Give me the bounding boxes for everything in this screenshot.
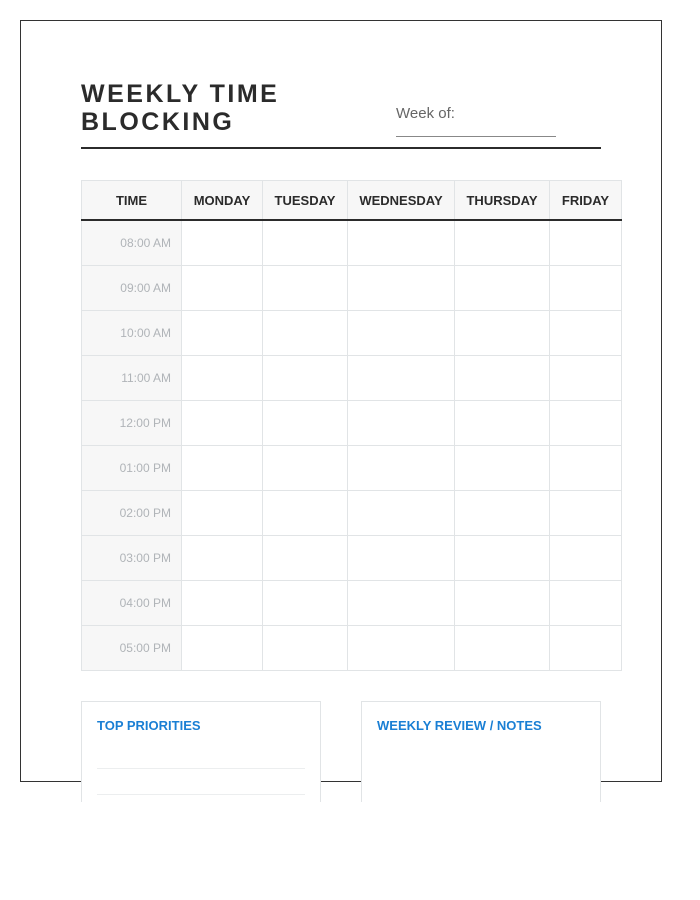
time-label: 10:00 AM xyxy=(82,311,182,356)
time-label: 02:00 PM xyxy=(82,491,182,536)
weekly-review-heading: WEEKLY REVIEW / NOTES xyxy=(377,718,542,733)
time-block-cell-friday[interactable] xyxy=(550,266,622,311)
time-block-cell-thursday[interactable] xyxy=(455,266,550,311)
time-block-cell-thursday[interactable] xyxy=(455,446,550,491)
table-row xyxy=(82,581,622,626)
time-block-cell-monday[interactable] xyxy=(182,491,263,536)
top-priorities-box xyxy=(81,701,321,802)
time-label: 04:00 PM xyxy=(82,581,182,626)
time-block-cell-tuesday[interactable] xyxy=(263,356,348,401)
time-block-cell-friday[interactable] xyxy=(550,220,622,266)
title-line-2: BLOCKING xyxy=(81,108,235,136)
time-label: 08:00 AM xyxy=(82,220,182,266)
table-row xyxy=(82,311,622,356)
time-block-cell-monday[interactable] xyxy=(182,356,263,401)
time-block-cell-wednesday[interactable] xyxy=(348,536,455,581)
time-block-cell-monday[interactable] xyxy=(182,220,263,266)
weekly-review-box xyxy=(361,701,601,802)
time-block-cell-wednesday[interactable] xyxy=(348,491,455,536)
time-block-cell-monday[interactable] xyxy=(182,401,263,446)
header-row xyxy=(82,181,622,221)
time-block-cell-thursday[interactable] xyxy=(455,220,550,266)
time-block-cell-tuesday[interactable] xyxy=(263,536,348,581)
time-block-cell-wednesday[interactable] xyxy=(348,581,455,626)
time-label: 05:00 PM xyxy=(82,626,182,671)
time-label: 11:00 AM xyxy=(82,356,182,401)
time-label: 01:00 PM xyxy=(82,446,182,491)
column-header-time: TIME xyxy=(82,181,182,221)
time-block-cell-friday[interactable] xyxy=(550,536,622,581)
time-block-cell-friday[interactable] xyxy=(550,626,622,671)
table-row xyxy=(82,401,622,446)
time-label: 12:00 PM xyxy=(82,401,182,446)
week-of-label: Week of: xyxy=(396,105,455,122)
time-block-cell-tuesday[interactable] xyxy=(263,220,348,266)
time-block-cell-wednesday[interactable] xyxy=(348,401,455,446)
time-block-cell-thursday[interactable] xyxy=(455,356,550,401)
time-block-cell-monday[interactable] xyxy=(182,626,263,671)
time-block-cell-friday[interactable] xyxy=(550,401,622,446)
time-block-cell-wednesday[interactable] xyxy=(348,220,455,266)
time-block-cell-friday[interactable] xyxy=(550,446,622,491)
top-priorities-heading: TOP PRIORITIES xyxy=(97,718,201,733)
table-row xyxy=(82,220,622,266)
priority-line[interactable] xyxy=(97,794,305,795)
time-block-cell-thursday[interactable] xyxy=(455,401,550,446)
time-block-cell-tuesday[interactable] xyxy=(263,446,348,491)
time-block-cell-friday[interactable] xyxy=(550,581,622,626)
table-row xyxy=(82,536,622,581)
column-header-friday: FRIDAY xyxy=(550,181,622,221)
time-label: 09:00 AM xyxy=(82,266,182,311)
column-header-monday: MONDAY xyxy=(182,181,263,221)
time-block-cell-wednesday[interactable] xyxy=(348,446,455,491)
time-block-cell-tuesday[interactable] xyxy=(263,266,348,311)
time-block-cell-tuesday[interactable] xyxy=(263,626,348,671)
table-row xyxy=(82,491,622,536)
time-block-cell-monday[interactable] xyxy=(182,536,263,581)
time-block-cell-tuesday[interactable] xyxy=(263,581,348,626)
time-block-cell-wednesday[interactable] xyxy=(348,356,455,401)
title-line-1: WEEKLY TIME xyxy=(81,80,280,108)
time-block-cell-thursday[interactable] xyxy=(455,491,550,536)
table-row xyxy=(82,626,622,671)
time-block-cell-tuesday[interactable] xyxy=(263,491,348,536)
time-block-cell-thursday[interactable] xyxy=(455,536,550,581)
table-row xyxy=(82,266,622,311)
priority-line[interactable] xyxy=(97,768,305,769)
table-row xyxy=(82,446,622,491)
time-block-cell-thursday[interactable] xyxy=(455,311,550,356)
time-block-cell-wednesday[interactable] xyxy=(348,266,455,311)
time-block-cell-thursday[interactable] xyxy=(455,581,550,626)
time-block-cell-monday[interactable] xyxy=(182,581,263,626)
column-header-tuesday: TUESDAY xyxy=(263,181,348,221)
page-title xyxy=(81,80,279,136)
time-block-cell-monday[interactable] xyxy=(182,266,263,311)
column-header-thursday: THURSDAY xyxy=(455,181,550,221)
time-label: 03:00 PM xyxy=(82,536,182,581)
time-block-cell-tuesday[interactable] xyxy=(263,401,348,446)
header-divider xyxy=(81,147,601,149)
time-block-cell-friday[interactable] xyxy=(550,356,622,401)
time-block-cell-wednesday[interactable] xyxy=(348,626,455,671)
week-of-field[interactable] xyxy=(396,136,556,137)
time-block-cell-monday[interactable] xyxy=(182,446,263,491)
table-row xyxy=(82,356,622,401)
time-block-cell-friday[interactable] xyxy=(550,311,622,356)
schedule-table xyxy=(81,180,622,671)
time-block-cell-thursday[interactable] xyxy=(455,626,550,671)
time-block-cell-wednesday[interactable] xyxy=(348,311,455,356)
time-block-cell-friday[interactable] xyxy=(550,491,622,536)
time-block-cell-tuesday[interactable] xyxy=(263,311,348,356)
column-header-wednesday: WEDNESDAY xyxy=(348,181,455,221)
time-block-cell-monday[interactable] xyxy=(182,311,263,356)
